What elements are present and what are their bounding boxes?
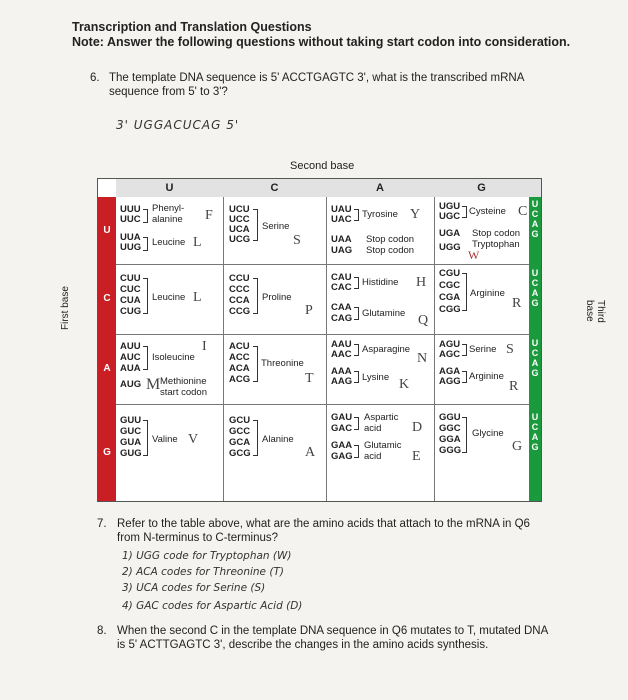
codon-aac: AAC (331, 349, 352, 360)
letter-k: K (399, 377, 410, 392)
aa-phenylalanine: Phenyl- alanine (152, 203, 185, 225)
col-head-c: C (223, 179, 326, 197)
aa-glutamic-acid: Glutamic acid (364, 440, 402, 462)
codon-ggc: GGC (439, 423, 461, 434)
aa-glutamine: Glutamine (362, 308, 406, 319)
codon-uuc: UUC (120, 214, 141, 225)
aa-lysine: Lysine (362, 372, 390, 383)
row-head-g: G (98, 404, 116, 501)
codon-ucu: UCU (229, 204, 250, 215)
codon-cgc: CGC (439, 280, 461, 291)
stop-codon-uag: Stop codon (366, 245, 415, 256)
codon-gag: GAG (331, 451, 353, 462)
q6-line1: The template DNA sequence is 5' ACCTGAGTC 3', what is the transcribed mRNA (109, 72, 525, 84)
codon-ggg: GGG (439, 445, 462, 456)
stop-codon-uaa: Stop codon (366, 234, 415, 245)
codon-ugu: UGU (439, 201, 461, 212)
codon-aag: AAG (331, 376, 353, 387)
letter-n: N (417, 351, 428, 366)
q6-line2: sequence from 5' to 3'? (109, 86, 228, 98)
aa-tryptophan: Tryptophan (472, 239, 520, 250)
aa-serine-ag: Serine (469, 344, 497, 355)
codon-cag: CAG (331, 313, 353, 324)
codon-gua: GUA (120, 437, 142, 448)
codon-cau: CAU (331, 272, 352, 283)
q6-handwritten-answer: 3' UGGACUCAG 5' (116, 118, 240, 132)
aa-asparagine: Asparagine (362, 344, 411, 355)
codon-aaa: AAA (331, 366, 352, 377)
aa-arginine-c: Arginine (470, 288, 505, 299)
letter-p: P (305, 303, 313, 318)
letter-a: A (305, 445, 316, 460)
codon-cga: CGA (439, 292, 461, 303)
codon-uaa: UAA (331, 234, 352, 245)
codon-cgu: CGU (439, 268, 461, 279)
q7-answer-1: 1) UGG code for Tryptophan (W) (122, 550, 292, 562)
codon-ugc: UGC (439, 211, 461, 222)
aa-threonine: Threonine (261, 358, 304, 369)
codon-gcg: GCG (229, 448, 251, 459)
q7-answer-4: 4) GAC codes for Aspartic Acid (D) (122, 600, 303, 612)
q8-number: 8. (97, 625, 107, 637)
letter-v: V (188, 432, 199, 447)
first-base-label: First base (60, 286, 71, 330)
aa-glycine: Glycine (472, 428, 504, 439)
letter-s-ag: S (506, 342, 514, 357)
codon-aug: AUG (120, 379, 142, 390)
q8-line1: When the second C in the template DNA sequence in Q6 mutates to T, mutated DNA (117, 625, 549, 637)
codon-acu: ACU (229, 341, 250, 352)
codon-table (97, 178, 542, 502)
codon-cuc: CUC (120, 284, 141, 295)
codon-uag: UAG (331, 245, 353, 256)
third-base-label: Third base (584, 300, 606, 323)
aa-serine-uc: Serine (262, 221, 290, 232)
codon-gac: GAC (331, 423, 353, 434)
row-head-c: C (98, 264, 116, 334)
letter-l-u: L (193, 235, 202, 250)
aa-valine: Valine (152, 434, 178, 445)
codon-caa: CAA (331, 302, 352, 313)
codon-aau: AAU (331, 339, 352, 350)
third-base-band-u: U C A G (529, 197, 541, 264)
aa-aspartic-acid: Aspartic acid (364, 412, 399, 434)
codon-cuu: CUU (120, 273, 141, 284)
letter-i: I (202, 339, 207, 354)
codon-gcc: GCC (229, 426, 251, 437)
q7-line1: Refer to the table above, what are the amino acids that attach to the mRNA in Q6 (117, 518, 530, 530)
codon-ugg: UGG (439, 242, 461, 253)
codon-ccg: CCG (229, 306, 251, 317)
codon-uac: UAC (331, 214, 352, 225)
codon-auu: AUU (120, 341, 141, 352)
aa-isoleucine: Isoleucine (152, 352, 195, 363)
aa-proline: Proline (262, 292, 292, 303)
worksheet-note: Note: Answer the following questions without taking start codon into consideration. (72, 35, 571, 49)
letter-r-ag: R (509, 379, 519, 394)
letter-m: M (146, 376, 161, 393)
codon-gga: GGA (439, 434, 461, 445)
codon-aua: AUA (120, 363, 141, 374)
codon-gug: GUG (120, 448, 142, 459)
third-base-band-a: U C A G (529, 334, 541, 404)
codon-ggu: GGU (439, 412, 461, 423)
letter-y: Y (410, 207, 421, 222)
codon-aga: AGA (439, 366, 461, 377)
aa-cysteine: Cysteine (469, 206, 506, 217)
codon-ucg: UCG (229, 234, 251, 245)
codon-cac: CAC (331, 282, 352, 293)
codon-acc: ACC (229, 352, 250, 363)
letter-e: E (412, 449, 421, 464)
codon-uuu: UUU (120, 204, 141, 215)
codon-uau: UAU (331, 204, 352, 215)
codon-cca: CCA (229, 295, 250, 306)
second-base-label: Second base (290, 160, 355, 172)
codon-guu: GUU (120, 415, 142, 426)
q6-number: 6. (90, 72, 100, 84)
letter-d: D (412, 420, 423, 435)
letter-h: H (416, 275, 427, 290)
q7-answer-3: 3) UCA codes for Serine (S) (122, 582, 266, 594)
codon-ccu: CCU (229, 273, 250, 284)
codon-uua: UUA (120, 232, 141, 243)
codon-gcu: GCU (229, 415, 251, 426)
letter-f: F (205, 208, 213, 223)
aa-leucine-c: Leucine (152, 292, 186, 303)
col-head-u: U (116, 179, 223, 197)
aa-leucine-u: Leucine (152, 237, 186, 248)
letter-g: G (512, 439, 523, 454)
codon-uug: UUG (120, 242, 142, 253)
codon-gca: GCA (229, 437, 251, 448)
worksheet-title: Transcription and Translation Questions (72, 20, 312, 34)
col-head-g: G (434, 179, 529, 197)
letter-q: Q (418, 313, 429, 328)
q7-line2: from N-terminus to C-terminus? (117, 532, 279, 544)
row-head-a: A (98, 334, 116, 404)
codon-uga: UGA (439, 228, 461, 239)
codon-uca: UCA (229, 224, 250, 235)
codon-agg: AGG (439, 376, 461, 387)
letter-r-c: R (512, 296, 522, 311)
codon-cgg: CGG (439, 304, 461, 315)
codon-gaa: GAA (331, 440, 353, 451)
codon-aca: ACA (229, 363, 250, 374)
q7-answer-2: 2) ACA codes for Threonine (T) (122, 566, 284, 578)
letter-l-c: L (193, 290, 202, 305)
letter-t: T (305, 371, 314, 386)
codon-agu: AGU (439, 339, 461, 350)
codon-cua: CUA (120, 295, 141, 306)
letter-w: W (468, 248, 480, 262)
q7-number: 7. (97, 518, 107, 530)
third-base-band-c: U C A G (529, 264, 541, 334)
codon-auc: AUC (120, 352, 141, 363)
aa-tyrosine: Tyrosine (362, 209, 398, 220)
codon-agc: AGC (439, 349, 461, 360)
letter-s-uc: S (293, 233, 301, 248)
row-head-u: U (98, 197, 116, 264)
letter-c: C (518, 204, 528, 219)
codon-ccc: CCC (229, 284, 250, 295)
aa-methionine: Methionine start codon (160, 376, 207, 398)
stop-codon-uga: Stop codon (472, 228, 521, 239)
third-base-band-g: U C A G (529, 404, 541, 501)
aa-alanine: Alanine (262, 434, 294, 445)
codon-gau: GAU (331, 412, 353, 423)
col-head-a: A (326, 179, 434, 197)
codon-guc: GUC (120, 426, 142, 437)
aa-arginine-ag: Arginine (469, 371, 504, 382)
codon-cug: CUG (120, 306, 142, 317)
codon-acg: ACG (229, 374, 251, 385)
q8-line2: is 5' ACTTGAGTC 3', describe the changes in the amino acids synthesis. (117, 639, 489, 651)
aa-histidine: Histidine (362, 277, 399, 288)
codon-ucc: UCC (229, 214, 250, 225)
